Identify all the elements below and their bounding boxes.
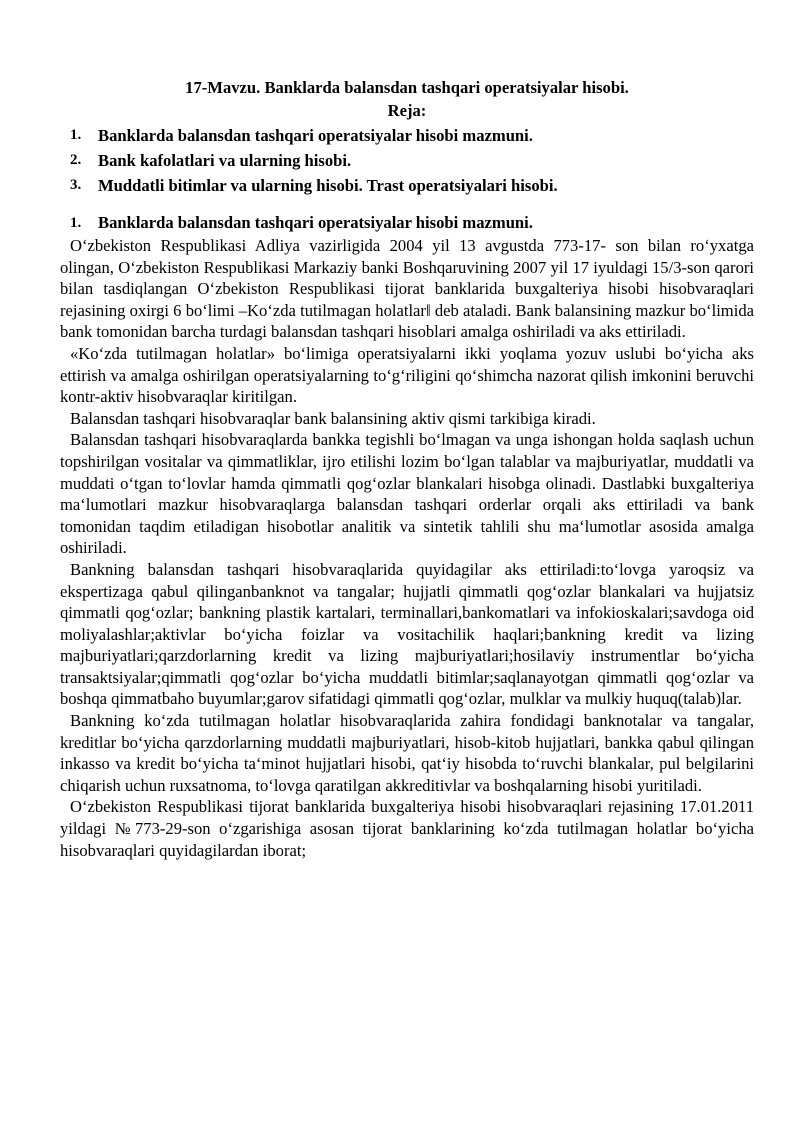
body-paragraph: O‘zbekiston Respublikasi tijorat banklarida buxgalteriya hisobi hisobvaraqlari rejasining 17.01.2011 yildagi №773-29-son o‘zgarishiga asosan tijorat banklarining ko‘zda tutilmagan holatlar bo‘yicha hisobvaraqlari quyidagilardan iborat; xyxy=(60,797,754,860)
plan-item-text: Bank kafolatlari va ularning hisobi. xyxy=(98,151,352,170)
body-paragraph: Bankning balansdan tashqari hisobvaraqlarida quyidagilar aks ettiriladi:to‘lovga yaroqsiz va ekspertizaga qabul qilinganbanknot va tangalar; hujjatli qimmatli qog‘ozlar blankalari va hujjatsiz qimmatli qog‘ozlar; bankning plastik kartalari, terminallari,bankomatlari va infokioskalari;savdoga oid moliyalashlar;aktivlar bo‘yicha foizlar va vositachilik haqlari;bankning kredit va lizing majburiyatlari;qarzdorlarning kredit va lizing majburiyatlari;hosilaviy instrumentlar bo‘yicha transaktsiyalar;qimmatli qog‘ozlar bo‘yicha muddatli bitimlar;saqlanayotgan qimmatli qog‘ozlar va boshqa qimmatbaho buyumlar;garov sifatidagi qimmatli qog‘ozlar, mulklar va mulkiy huquq(talab)lar. xyxy=(60,559,754,709)
plan-item xyxy=(60,148,754,173)
body-paragraph: Bankning ko‘zda tutilmagan holatlar hisobvaraqlarida zahira fondidagi banknotalar va tangalar, kreditlar bo‘yicha qarzdorlarning muddatli majburiyatlari, hisob-kitob hujjatlari, bankka qabul qilingan inkasso va kredit bo‘yicha ta‘minot hujjatlari hisobi, qat‘iy hisobda to‘ruvchi blankalar, pul belgilarini chiqarish uchun ruxsatnoma, to‘lovga qaratilgan akkreditivlar va boshqalarning hisobi yuritiladi. xyxy=(60,711,754,795)
body-paragraph: Balansdan tashqari hisobvaraqlar bank balansining aktiv qismi tarkibiga kiradi. xyxy=(70,408,596,428)
plan-item-text: Banklarda balansdan tashqari operatsiyalar hisobi mazmuni. xyxy=(98,126,533,145)
body-paragraph: Balansdan tashqari hisobvaraqlarda bankka tegishli bo‘lmagan va unga ishongan holda saqlash uchun topshirilgan vositalar va qimmatliklar, ijro etilishi lozim bo‘lgan talablar va majburiyatlar, muddatli va muddati o‘tgan to‘lovlar hamda qimmatli qog‘ozlar blankalari hisobga olinadi. Dastlabki buxgalteriya ma‘lumotlari mazkur hisobvaraqlarga balansdan tashqari orderlar orqali aks ettiriladi va bank tomonidan taqdim etiladigan hisobotlar analitik va sintetik tahlili shu ma‘lumotlar asosida amalga oshiriladi. xyxy=(60,430,754,558)
body-paragraph: «Ko‘zda tutilmagan holatlar» bo‘limiga operatsiyalarni ikki yoqlama yozuv uslubi bo‘yicha aks ettirish va amalga oshirilgan operatsiyalarning to‘g‘riligini qo‘shimcha nazorat qilish imkonini beruvchi kontr-aktiv hisobvaraqlar kiritilgan. xyxy=(60,343,754,407)
plan-heading: Reja: xyxy=(387,101,427,120)
plan-item-number: 1. xyxy=(70,127,82,143)
plan-item xyxy=(60,173,754,198)
body-paragraph: O‘zbekiston Respublikasi Adliya vazirligida 2004 yil 13 avgustda 773-17- son bilan ro‘yxatga olingan, O‘zbekiston Respublikasi Markaziy banki Boshqaruvining 2007 yil 17 iyuldagi 15/3-son qarori bilan tasdiqlangan O‘zbekiston Respublikasi tijorat banklarida buxgalteriya hisobi hisobvaraqlari rejasining oxirgi 6 bo‘limi –Ko‘zda tutilmagan holatlar‖ deb ataladi. Bank balansining mazkur bo‘limida bank tomonidan barcha turdagi balansdan tashqari hisoblari amalga oshiriladi va aks ettiriladi. xyxy=(60,236,754,342)
section-heading xyxy=(60,211,754,235)
plan-item-text: Muddatli bitimlar va ularning hisobi. Trast operatsiyalari hisobi. xyxy=(98,176,558,195)
section-heading-number: 1. xyxy=(70,215,82,231)
page-title: 17-Mavzu. Banklarda balansdan tashqari operatsiyalar hisobi. xyxy=(185,78,629,97)
plan-item-number: 3. xyxy=(70,177,82,193)
document-body xyxy=(60,77,754,861)
plan-list xyxy=(60,123,754,198)
section-heading-text: Banklarda balansdan tashqari operatsiyalar hisobi mazmuni. xyxy=(98,213,533,232)
plan-item xyxy=(60,123,754,148)
plan-item-number: 2. xyxy=(70,152,82,168)
